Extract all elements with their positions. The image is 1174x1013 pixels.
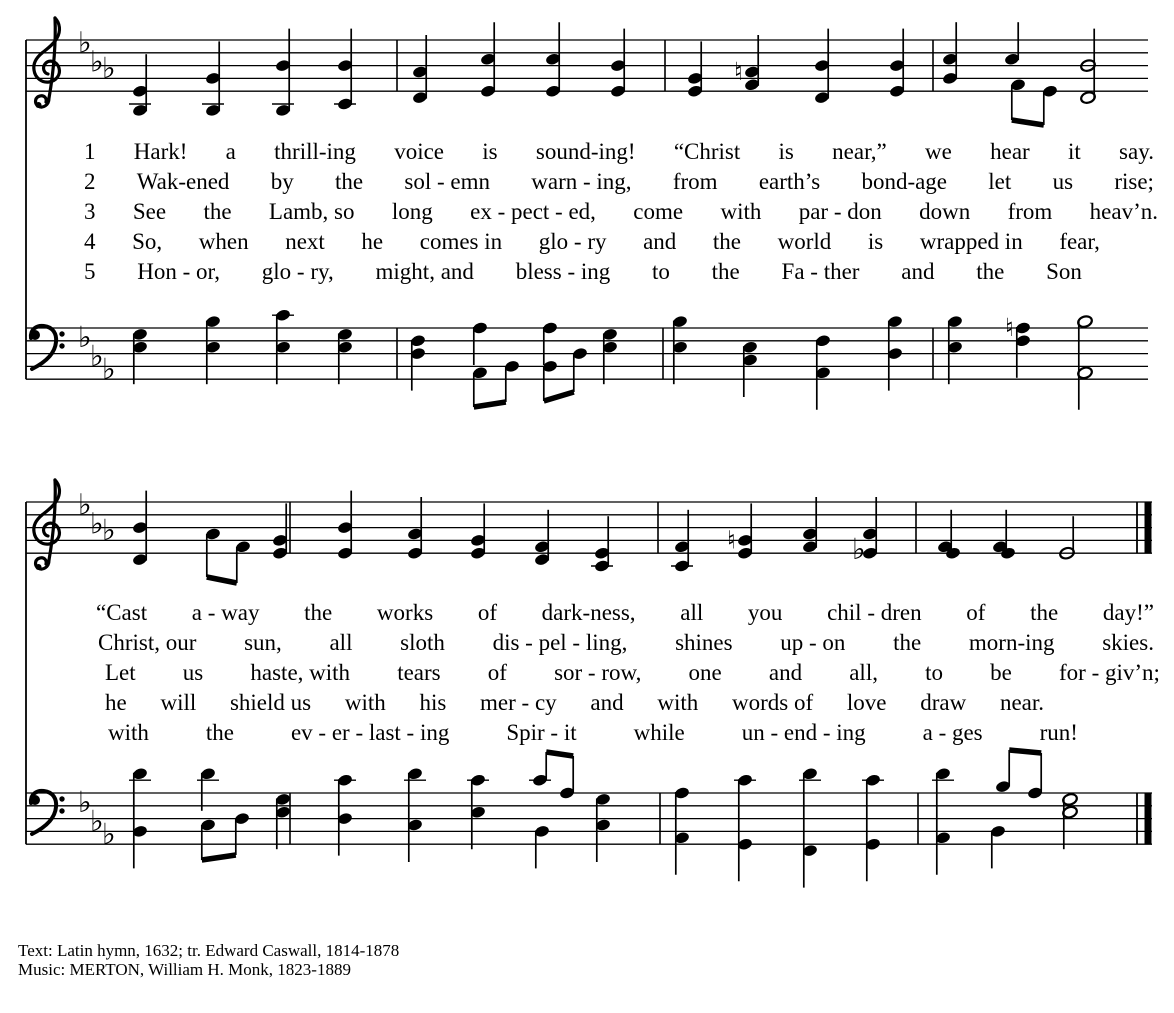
svg-text:♭: ♭ [852, 532, 866, 567]
svg-text:♭: ♭ [78, 319, 92, 354]
lyric-token: is [482, 139, 498, 164]
lyric-token: when [198, 229, 249, 254]
verse-line [84, 139, 1154, 165]
lyric-token: up - on [780, 630, 846, 655]
verse-line [105, 660, 1160, 686]
treble-clef-icon [34, 18, 60, 108]
lyric-token: ex - pect - ed, [470, 199, 596, 224]
verse-line [84, 169, 1154, 195]
verse-number: 5 [84, 259, 96, 284]
lyric-token: hear [990, 139, 1030, 164]
lyric-token: a - way [191, 600, 260, 625]
lyric-token: un - end - ing [741, 720, 866, 745]
lyric-token: next [285, 229, 325, 254]
svg-text:♭: ♭ [102, 51, 116, 85]
lyric-token: run! [1039, 720, 1078, 745]
lyric-token: might, and [375, 259, 474, 284]
verse-number: 3 [84, 199, 96, 224]
lyric-token: fear, [1059, 229, 1100, 254]
lyric-token: sor - row, [554, 660, 642, 685]
lyric-token: par - don [798, 199, 882, 224]
lyric-token: will [160, 690, 197, 715]
lyric-token: mer - cy [480, 690, 557, 715]
lyric-token: from [672, 169, 718, 194]
lyric-token: Christ, our [98, 630, 197, 655]
bass-clef-icon [30, 326, 65, 369]
lyric-token: while [633, 720, 685, 745]
lyric-token: us [182, 660, 204, 685]
lyric-token: the [1030, 600, 1059, 625]
lyric-token: the [205, 720, 234, 745]
verse-line [98, 630, 1154, 656]
lyric-token: say. [1119, 139, 1154, 164]
svg-text:♭: ♭ [90, 506, 104, 541]
lyric-token: the [203, 199, 232, 224]
lyric-token: the [893, 630, 922, 655]
lyric-token: ev - er - last - ing [290, 720, 450, 745]
lyric-token: sun, [244, 630, 282, 655]
staff-bass-2 [26, 750, 1152, 888]
lyric-token: us [1052, 169, 1074, 194]
music-credit-line: Music: MERTON, William H. Monk, 1823-1889 [18, 960, 351, 979]
lyric-token: dis - pel - ling, [492, 630, 628, 655]
lyric-token: draw [920, 690, 967, 715]
lyric-token: Son [1046, 259, 1082, 284]
lyric-token: heav’n. [1089, 199, 1158, 224]
lyric-token: and [768, 660, 803, 685]
lyric-token: for - giv’n; [1059, 660, 1160, 685]
lyric-token: Hark! [133, 139, 188, 164]
svg-text:♭: ♭ [78, 784, 92, 819]
lyric-token: morn-ing [968, 630, 1055, 655]
lyric-token: comes in [419, 229, 503, 254]
svg-text:♭: ♭ [102, 816, 116, 851]
credits-block [18, 941, 399, 979]
lyric-token: Lamb, so [268, 199, 355, 224]
lyric-token: near,” [832, 139, 887, 164]
lyric-token: skies. [1102, 630, 1154, 655]
lyric-token: shield us [229, 690, 312, 715]
lyric-token: all, [849, 660, 878, 685]
lyric-token: and [590, 690, 624, 715]
lyric-token: Wak-ened [136, 169, 230, 194]
lyric-token: bless - ing [515, 259, 611, 284]
lyric-token: the [335, 169, 364, 194]
lyric-token: Let [105, 660, 136, 685]
svg-text:♭: ♭ [90, 44, 104, 79]
verse-line [96, 600, 1154, 626]
text-credit-line: Text: Latin hymn, 1632; tr. Edward Caswall, 1814-1878 [18, 941, 400, 960]
lyric-token: the [304, 600, 333, 625]
lyric-token: sol - emn [404, 169, 490, 194]
lyric-token: “Christ [673, 139, 741, 164]
bass-clef-icon [30, 791, 65, 834]
lyric-token: the [976, 259, 1005, 284]
lyric-token: of [966, 600, 986, 625]
verse-line [108, 720, 1078, 746]
lyric-token: is [778, 139, 794, 164]
lyric-token: tears [397, 660, 441, 685]
lyric-token: we [925, 139, 952, 164]
lyric-token: of [487, 660, 507, 685]
lyric-token: Fa - ther [781, 259, 860, 284]
staff-bass-1 [26, 308, 1148, 410]
lyric-token: with [720, 199, 762, 224]
lyric-token: with [344, 690, 386, 715]
staff-treble-1 [26, 18, 1148, 125]
svg-text:♮: ♮ [1005, 313, 1014, 342]
lyric-token: love [846, 690, 887, 715]
lyric-token: rise; [1114, 169, 1154, 194]
lyric-token: glo - ry [538, 229, 607, 254]
lyric-token: See [132, 199, 167, 224]
lyric-token: words of [732, 690, 814, 715]
lyric-token: dark-ness, [541, 600, 636, 625]
verse-number: 2 [84, 169, 96, 194]
lyric-token: “Cast [96, 600, 148, 625]
verse-number: 4 [84, 229, 96, 254]
lyric-token: to [652, 259, 670, 284]
lyric-token: voice [394, 139, 445, 164]
lyric-token: Spir - it [506, 720, 577, 745]
lyric-token: is [867, 229, 884, 254]
lyric-token: one [688, 660, 722, 685]
lyric-token: long [391, 199, 433, 224]
lyric-token: and [643, 229, 677, 254]
lyric-token: by [270, 169, 294, 194]
lyric-token: and [901, 259, 935, 284]
lyric-token: world [777, 229, 832, 254]
verse-line [84, 259, 1082, 285]
svg-text:♮: ♮ [734, 57, 743, 86]
lyric-token: all [680, 600, 704, 625]
verse-number: 1 [84, 139, 96, 164]
lyric-token: it [1067, 139, 1081, 164]
lyric-token: earth’s [758, 169, 821, 194]
verse-line [84, 199, 1158, 225]
treble-clef-icon [34, 480, 60, 570]
lyric-token: glo - ry, [261, 259, 334, 284]
lyric-token: a [225, 139, 236, 164]
lyric-token: shines [675, 630, 733, 655]
lyric-token: works [376, 600, 434, 625]
svg-text:♭: ♭ [78, 487, 92, 522]
lyric-token: Hon - or, [137, 259, 221, 284]
lyric-token: day!” [1102, 600, 1154, 625]
svg-text:♭: ♭ [102, 351, 116, 386]
svg-text:♮: ♮ [727, 525, 736, 555]
lyric-token: chil - dren [827, 600, 922, 625]
lyric-token: of [477, 600, 497, 625]
lyric-token: you [747, 600, 783, 625]
lyric-token: sloth [400, 630, 445, 655]
verse-line [105, 690, 1044, 716]
lyric-token: near. [999, 690, 1044, 715]
lyric-token: a - ges [922, 720, 983, 745]
lyric-token: the [711, 259, 740, 284]
lyric-token: be [990, 660, 1012, 685]
lyric-token: bond-age [861, 169, 948, 194]
lyric-token: he [361, 229, 384, 254]
lyric-token: from [1007, 199, 1053, 224]
lyric-token: he [105, 690, 127, 715]
svg-text:♭: ♭ [78, 25, 92, 60]
lyric-token: sound-ing! [535, 139, 636, 164]
lyric-token: thrill-ing [274, 139, 356, 164]
lyric-token: So, [132, 229, 163, 254]
lyric-token: haste, with [250, 660, 351, 685]
lyric-token: down [919, 199, 971, 224]
lyric-token: come [633, 199, 684, 224]
svg-text:♭: ♭ [102, 513, 116, 547]
lyric-token: warn - ing, [531, 169, 632, 194]
staff-treble-2 [26, 480, 1152, 583]
svg-text:♭: ♭ [90, 804, 104, 838]
lyric-token: with [108, 720, 149, 745]
lyric-token: his [419, 690, 447, 715]
verse-line [84, 229, 1100, 255]
lyric-token: to [925, 660, 943, 685]
lyric-token: let [988, 169, 1012, 194]
lyric-token: with [657, 690, 699, 715]
lyric-token: all [329, 630, 353, 655]
lyric-token: wrapped in [919, 229, 1023, 254]
svg-text:♭: ♭ [90, 339, 104, 373]
lyric-token: the [712, 229, 742, 254]
